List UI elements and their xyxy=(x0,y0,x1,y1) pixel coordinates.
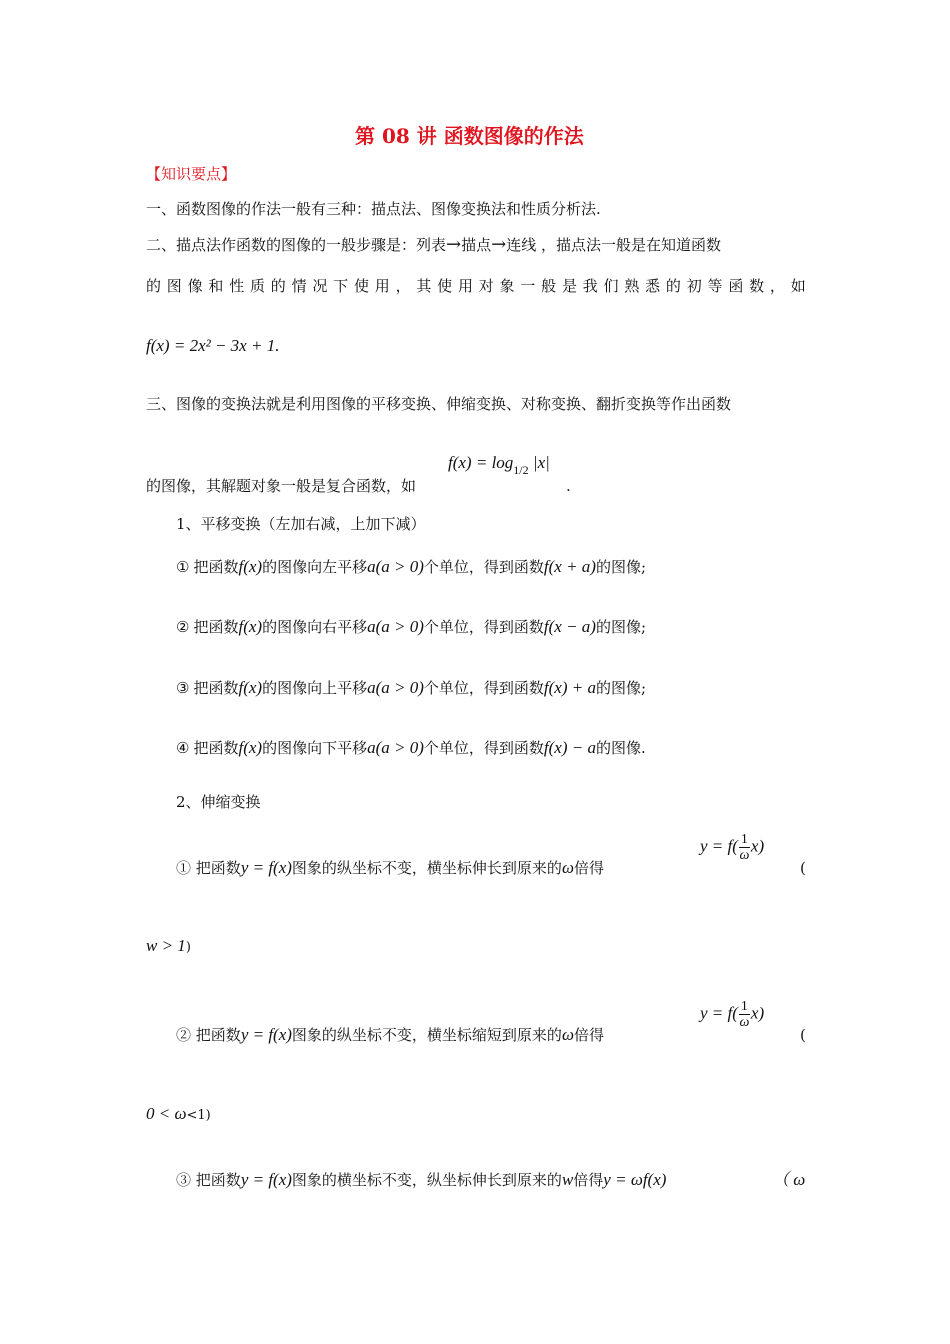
formula-stretch-2 xyxy=(700,999,764,1030)
paragraph-3-char: 是 xyxy=(561,277,577,295)
paragraph-3-char: 的 xyxy=(146,277,162,295)
formula-f: f(x) xyxy=(238,557,263,576)
subsection-stretch: 2、伸缩变换 xyxy=(176,793,261,811)
paragraph-3-char: 图 xyxy=(166,277,182,295)
stretch-item-1 xyxy=(176,858,604,878)
paragraph-3-char: 等 xyxy=(707,277,723,295)
paragraph-3-char: 悉 xyxy=(645,277,661,295)
paragraph-3-char: 和 xyxy=(208,277,224,295)
paragraph-2-text-b: 描点 xyxy=(461,236,492,254)
item-text: 的图像向左平移 xyxy=(262,558,368,576)
condition-end: <1) xyxy=(186,1108,211,1123)
paragraph-3-char: 象 xyxy=(499,277,515,295)
shift-item-4 xyxy=(176,738,646,758)
page-title: 第 08 讲 函数图像的作法 xyxy=(355,124,584,148)
item-number: ③ xyxy=(176,679,190,697)
open-paren: ( xyxy=(800,1026,806,1044)
item-text: 图象的横坐标不变，纵坐标伸长到原来的 xyxy=(291,1171,562,1189)
item-text: 把函数 xyxy=(195,1026,241,1044)
fraction xyxy=(739,832,750,863)
formula-omega: ω xyxy=(561,1025,574,1044)
paragraph-3-char: 们 xyxy=(603,277,619,295)
formula-f: y = f(x) xyxy=(240,1025,292,1044)
item-text: 的图像; xyxy=(595,679,647,697)
formula-condition: a(a > 0) xyxy=(367,678,424,697)
paragraph-3-char: 对 xyxy=(478,277,494,295)
formula-result: f(x) + a xyxy=(543,678,596,697)
paragraph-3-char: 情 xyxy=(291,277,307,295)
paragraph-3-char: 况 xyxy=(312,277,328,295)
formula-result: f(x) − a xyxy=(543,738,596,757)
paragraph-2 xyxy=(146,235,721,255)
paragraph-2-text-c: 连线 ，描点法一般是在知道函数 xyxy=(506,236,721,254)
condition-formula: w > 1 xyxy=(146,936,186,955)
formula-head: y = f( xyxy=(700,836,738,856)
item-text: 个单位，得到函数 xyxy=(423,739,544,757)
formula-f: f(x) xyxy=(238,678,263,697)
fraction xyxy=(739,999,750,1030)
item-text: 倍得 xyxy=(573,1171,604,1189)
formula-g: y = ωf(x) xyxy=(603,1170,667,1189)
formula-tail: x) xyxy=(750,836,765,856)
fraction-denominator: ω xyxy=(739,1015,750,1030)
item-text: 个单位，得到函数 xyxy=(423,618,544,636)
item-text: 的图像; xyxy=(595,618,647,636)
fraction-numerator: 1 xyxy=(740,832,748,847)
paragraph-3 xyxy=(146,276,806,296)
paragraph-3-char: 其 xyxy=(416,277,432,295)
log-base: 1/2 xyxy=(513,463,529,477)
arrow-icon: → xyxy=(491,234,507,255)
arrow-icon: → xyxy=(446,234,462,255)
item-text: 图象的纵坐标不变，横坐标伸长到原来的 xyxy=(291,859,562,877)
item-text: 的图像向下平移 xyxy=(262,739,368,757)
item-text: 倍得 xyxy=(573,1026,604,1044)
item-number: ② xyxy=(176,1026,192,1044)
condition-2 xyxy=(146,1104,211,1126)
paragraph-3-char: 数 xyxy=(749,277,765,295)
paragraph-3-char: 如 xyxy=(790,277,806,295)
shift-item-3 xyxy=(176,678,646,698)
item-text: 的图像. xyxy=(595,739,646,757)
item-text: 图象的纵坐标不变，横坐标缩短到原来的 xyxy=(291,1026,562,1044)
paragraph-3-char: 的 xyxy=(665,277,681,295)
paragraph-3-char: 使 xyxy=(353,277,369,295)
paragraph-3-char: 下 xyxy=(333,277,349,295)
formula-example-1: f(x) = 2x² − 3x + 1. xyxy=(146,336,280,355)
formula-head: y = f( xyxy=(700,1003,738,1023)
formula-log-abs xyxy=(448,453,550,477)
stretch-item-2 xyxy=(176,1025,604,1045)
formula-tail: x) xyxy=(750,1003,765,1023)
paragraph-3-char: 函 xyxy=(728,277,744,295)
shift-item-2 xyxy=(176,617,646,637)
item-text: 把函数 xyxy=(193,558,239,576)
paragraph-3-char: 用 xyxy=(457,277,473,295)
item-text: 把函数 xyxy=(195,859,241,877)
fraction-numerator: 1 xyxy=(740,999,748,1014)
item-number: ③ xyxy=(176,1171,192,1189)
paragraph-3-char: 性 xyxy=(229,277,245,295)
paragraph-3-char: 质 xyxy=(249,277,265,295)
formula-f: f(x) xyxy=(238,738,263,757)
shift-item-1 xyxy=(176,557,646,577)
paragraph-4: 三、图像的变换法就是利用图像的平移变换、伸缩变换、对称变换、翻折变换等作出函数 xyxy=(146,395,732,413)
item-text: 的图像向右平移 xyxy=(262,618,368,636)
stretch-item-3-tail: （ ω xyxy=(772,1170,806,1189)
item-number: ② xyxy=(176,618,190,636)
formula-condition: a(a > 0) xyxy=(367,738,424,757)
log-argument: |x| xyxy=(532,453,550,472)
paragraph-3-char: 初 xyxy=(686,277,702,295)
paragraph-3-char: ， xyxy=(769,277,785,295)
paragraph-5: 的图像，其解题对象一般是复合函数，如 xyxy=(146,477,417,495)
paragraph-1: 一、函数图像的作法一般有三种：描点法、图像变换法和性质分析法. xyxy=(146,200,601,218)
paragraph-3-char: 般 xyxy=(541,277,557,295)
formula-omega: ω xyxy=(561,858,574,877)
paragraph-3-char: 用 xyxy=(374,277,390,295)
item-text: 的图像向上平移 xyxy=(262,679,368,697)
fraction-denominator: ω xyxy=(739,848,750,863)
paragraph-3-char: 像 xyxy=(187,277,203,295)
item-text: 的图像; xyxy=(595,558,647,576)
paragraph-3-char: ， xyxy=(395,277,411,295)
item-text: 把函数 xyxy=(193,739,239,757)
condition-formula: 0 < ω xyxy=(146,1104,187,1123)
item-text: 把函数 xyxy=(193,679,239,697)
formula-result: f(x + a) xyxy=(543,557,596,576)
formula-result: f(x − a) xyxy=(543,617,596,636)
item-text: 倍得 xyxy=(573,859,604,877)
condition-end: ) xyxy=(185,940,191,955)
paragraph-3-char: 使 xyxy=(437,277,453,295)
stretch-item-3 xyxy=(176,1170,666,1190)
open-paren: ( xyxy=(800,859,806,877)
formula-stretch-1 xyxy=(700,832,764,863)
item-text: 把函数 xyxy=(195,1171,241,1189)
paragraph-5-end: . xyxy=(566,477,571,495)
subsection-shift: 1、平移变换（左加右减，上加下减） xyxy=(176,515,426,533)
log-formula-head: f(x) = log xyxy=(448,453,514,472)
item-text: 个单位，得到函数 xyxy=(423,679,544,697)
paragraph-3-char: 的 xyxy=(270,277,286,295)
item-number: ④ xyxy=(176,739,190,757)
formula-w: w xyxy=(561,1170,574,1189)
formula-condition: a(a > 0) xyxy=(367,617,424,636)
item-number: ① xyxy=(176,859,192,877)
paragraph-3-char: 一 xyxy=(520,277,536,295)
paragraph-3-char: 我 xyxy=(582,277,598,295)
formula-f: f(x) xyxy=(238,617,263,636)
paragraph-3-char: 熟 xyxy=(624,277,640,295)
formula-f: y = f(x) xyxy=(240,858,292,877)
item-text: 把函数 xyxy=(193,618,239,636)
section-heading: 【知识要点】 xyxy=(146,165,237,183)
formula-f: y = f(x) xyxy=(240,1170,292,1189)
formula-condition: a(a > 0) xyxy=(367,557,424,576)
item-number: ① xyxy=(176,558,190,576)
condition-1 xyxy=(146,936,191,958)
paragraph-2-text-a: 二、描点法作函数的图像的一般步骤是：列表 xyxy=(146,236,447,254)
item-text: 个单位，得到函数 xyxy=(423,558,544,576)
